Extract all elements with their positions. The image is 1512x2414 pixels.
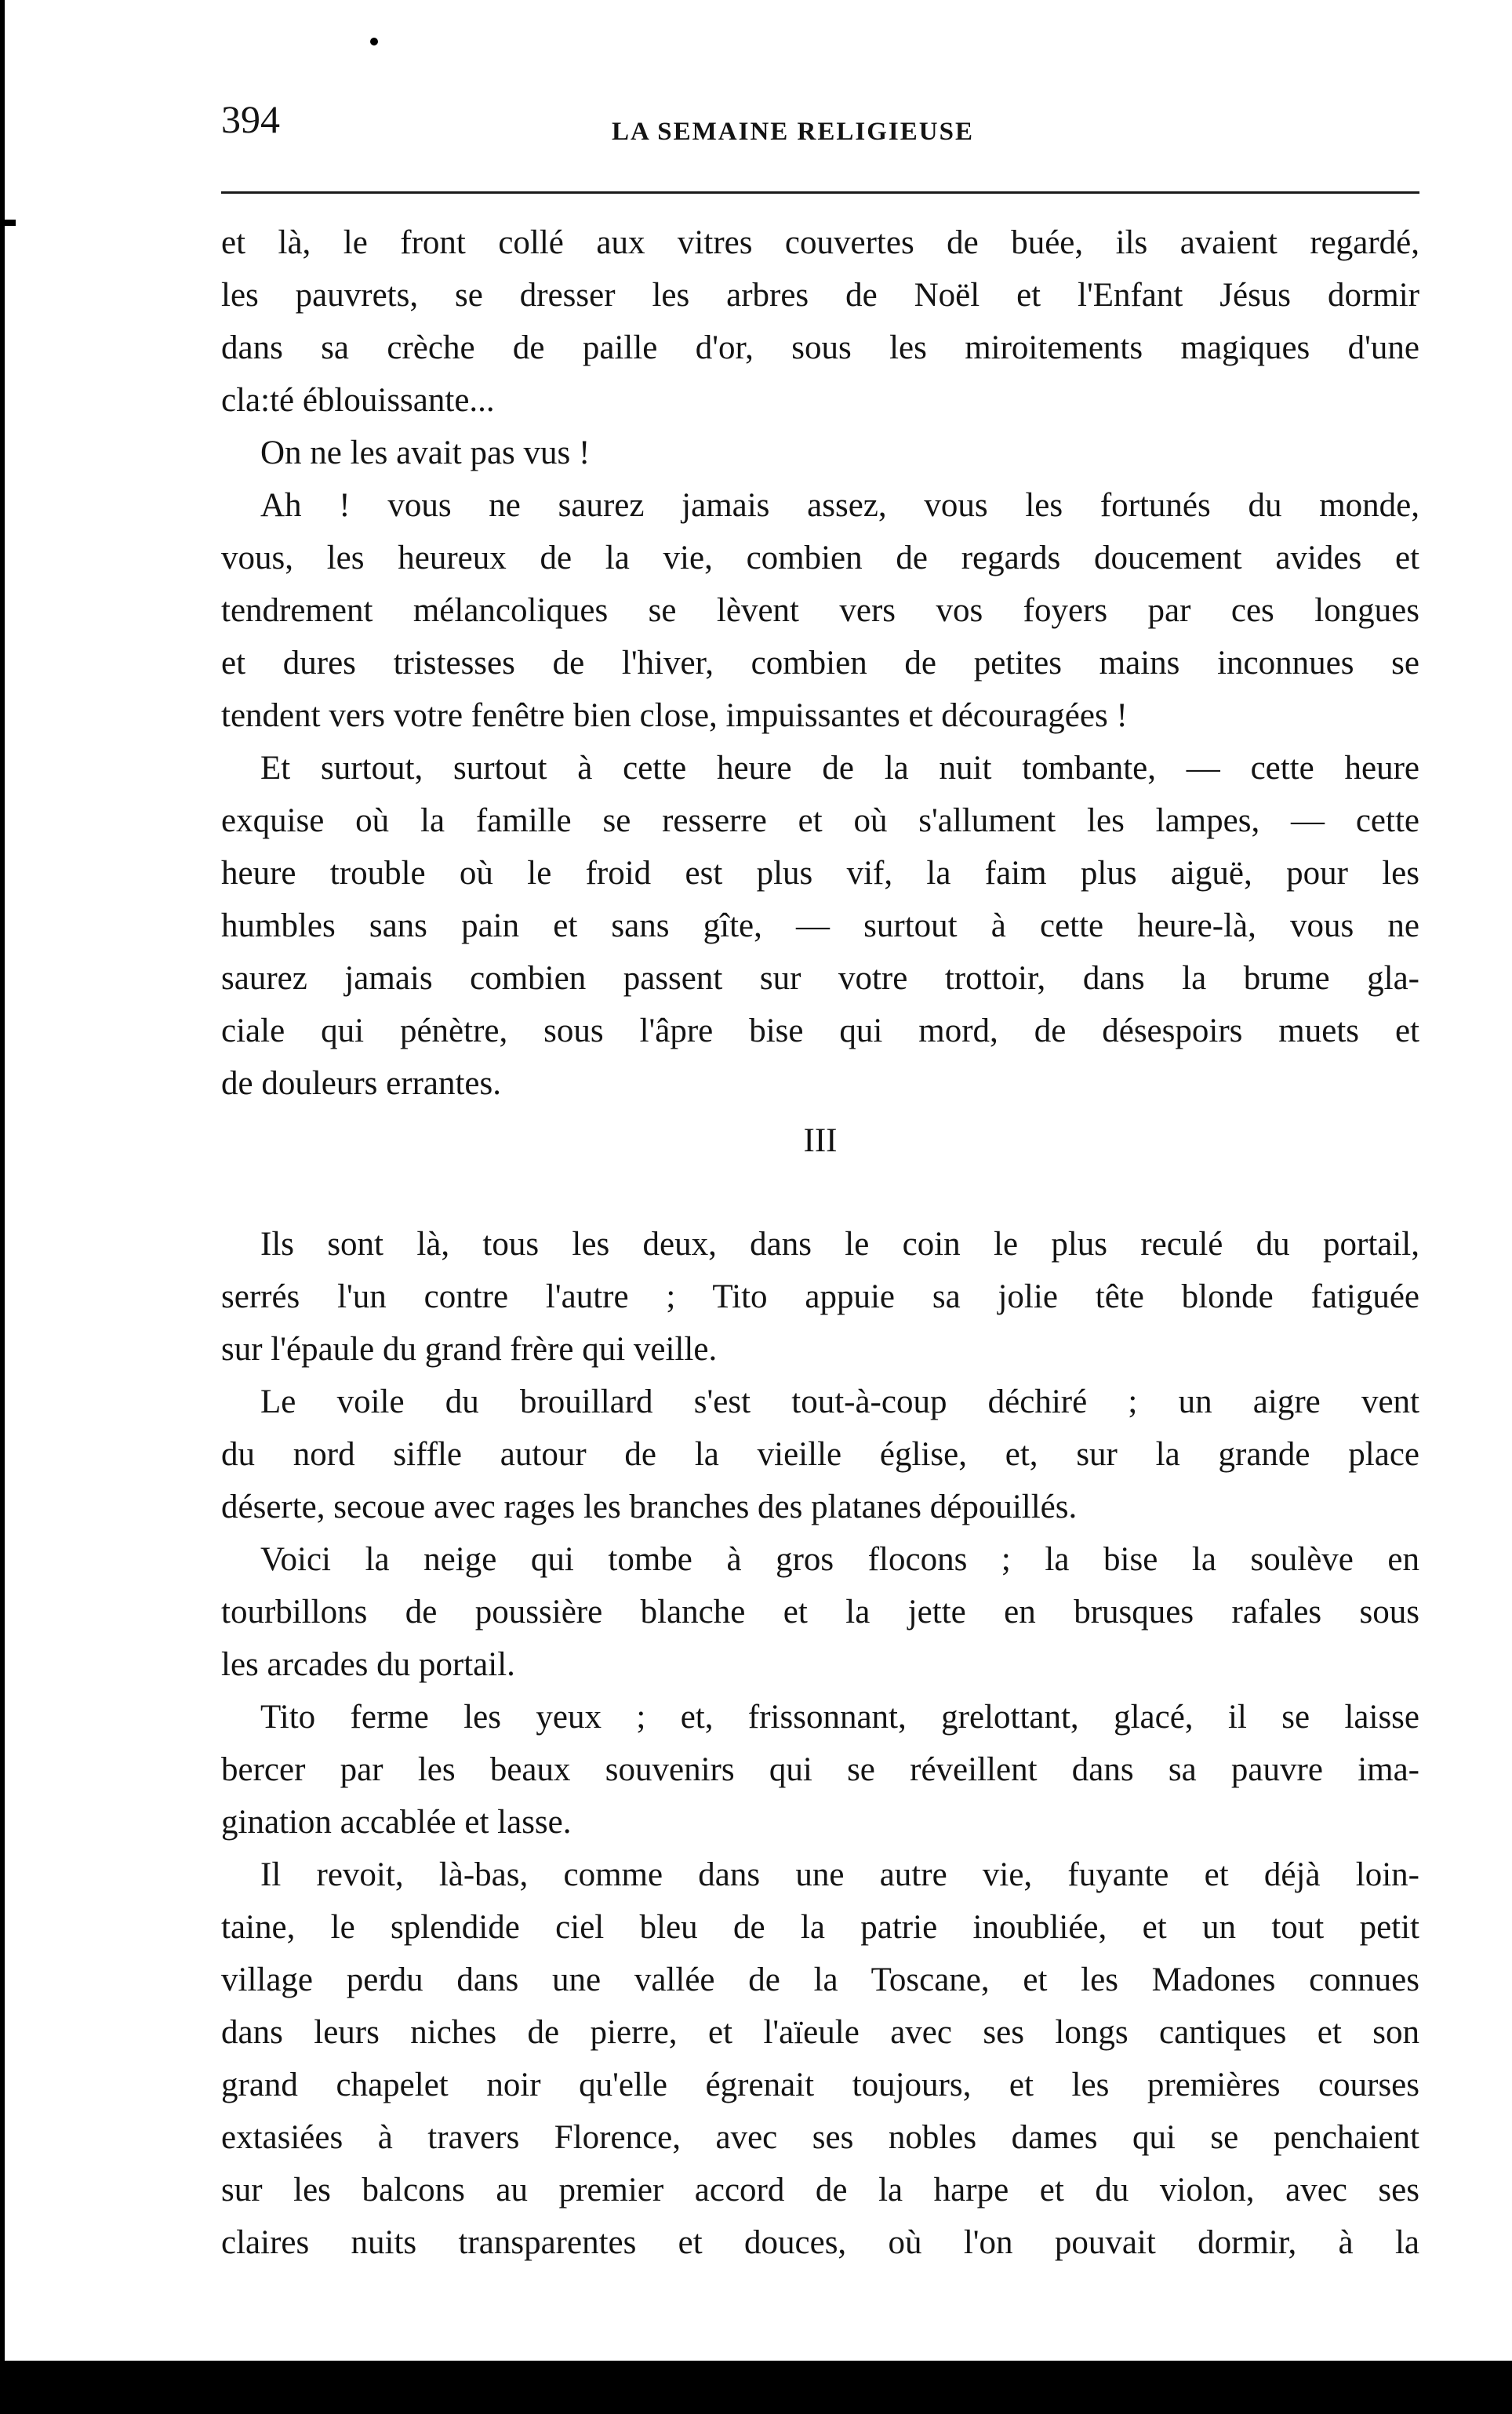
text-line: extasiées à travers Florence, avec ses nobles dames qui se penchaient — [221, 2119, 1419, 2156]
text-line: grand chapelet noir qu'elle égrenait toujours, et les premières courses — [221, 2067, 1419, 2103]
text-line: tendent vers votre fenêtre bien close, impuissantes et découragées ! — [221, 697, 1128, 734]
header-rule — [221, 191, 1419, 194]
text-line: les arcades du portail. — [221, 1646, 515, 1683]
scan-border-bottom — [0, 2361, 1512, 2414]
text-line: serrés l'un contre l'autre ; Tito appuie sa jolie tête blonde fatiguée — [221, 1278, 1419, 1315]
text-line: déserte, secoue avec rages les branches des platanes dépouillés. — [221, 1489, 1078, 1525]
text-line: Ah ! vous ne saurez jamais assez, vous les fortunés du monde, — [260, 487, 1419, 524]
text-line: ciale qui pénètre, sous l'âpre bise qui mord, de désespoirs muets et — [221, 1012, 1419, 1049]
text-line: taine, le splendide ciel bleu de la patrie inoubliée, et un tout petit — [221, 1909, 1419, 1946]
text-line: tendrement mélancoliques se lèvent vers vos foyers par ces longues — [221, 592, 1419, 629]
text-line: saurez jamais combien passent sur votre trottoir, dans la brume gla- — [221, 960, 1419, 997]
text-line: Tito ferme les yeux ; et, frissonnant, grelottant, glacé, il se laisse — [260, 1699, 1419, 1736]
text-line: gination accablée et lasse. — [221, 1804, 572, 1841]
text-line: exquise où la famille se resserre et où s'allument les lampes, — cette — [221, 802, 1419, 839]
text-line: vous, les heureux de la vie, combien de regards doucement avides et — [221, 540, 1419, 576]
text-line: dans sa crèche de paille d'or, sous les miroitements magiques d'une — [221, 329, 1419, 366]
text-line: bercer par les beaux souvenirs qui se réveillent dans sa pauvre ima- — [221, 1751, 1419, 1788]
text-line: village perdu dans une vallée de la Toscane, et les Madones connues — [221, 1961, 1419, 1998]
text-line: cla:té éblouissante... — [221, 382, 495, 419]
text-line: Le voile du brouillard s'est tout-à-coup déchiré ; un aigre vent — [260, 1383, 1419, 1420]
text-line: Il revoit, là-bas, comme dans une autre vie, fuyante et déjà loin- — [260, 1856, 1419, 1893]
text-line: Voici la neige qui tombe à gros flocons ; la bise la soulève en — [260, 1541, 1419, 1578]
page-number: 394 — [221, 97, 280, 141]
text-line: et là, le front collé aux vitres couvertes de buée, ils avaient regardé, — [221, 224, 1419, 261]
text-line: tourbillons de poussière blanche et la jette en brusques rafales sous — [221, 1594, 1419, 1631]
text-line: On ne les avait pas vus ! — [260, 434, 591, 471]
text-line: sur les balcons au premier accord de la harpe et du violon, avec ses — [221, 2172, 1419, 2209]
text-line: Ils sont là, tous les deux, dans le coin le plus reculé du portail, — [260, 1226, 1419, 1263]
scan-speck — [370, 38, 378, 45]
scan-mark — [5, 220, 16, 226]
text-line: et dures tristesses de l'hiver, combien de petites mains inconnues se — [221, 645, 1419, 682]
text-line: heure trouble où le froid est plus vif, la faim plus aiguë, pour les — [221, 855, 1419, 892]
text-line: du nord siffle autour de la vieille église, et, sur la grande place — [221, 1436, 1419, 1473]
text-line: sur l'épaule du grand frère qui veille. — [221, 1331, 718, 1368]
body-text — [221, 216, 1419, 2269]
running-title: LA SEMAINE RELIGIEUSE — [612, 118, 974, 146]
scan-border-left — [0, 0, 5, 2414]
text-line: les pauvrets, se dresser les arbres de Noël et l'Enfant Jésus dormir — [221, 277, 1419, 314]
text-line: de douleurs errantes. — [221, 1065, 501, 1102]
text-line: Et surtout, surtout à cette heure de la nuit tombante, — cette heure — [260, 750, 1419, 787]
section-heading: III — [803, 1122, 838, 1159]
text-line: humbles sans pain et sans gîte, — surtout à cette heure-là, vous ne — [221, 907, 1419, 944]
text-line: dans leurs niches de pierre, et l'aïeule avec ses longs cantiques et son — [221, 2014, 1419, 2051]
text-line: claires nuits transparentes et douces, où l'on pouvait dormir, à la — [221, 2224, 1419, 2261]
